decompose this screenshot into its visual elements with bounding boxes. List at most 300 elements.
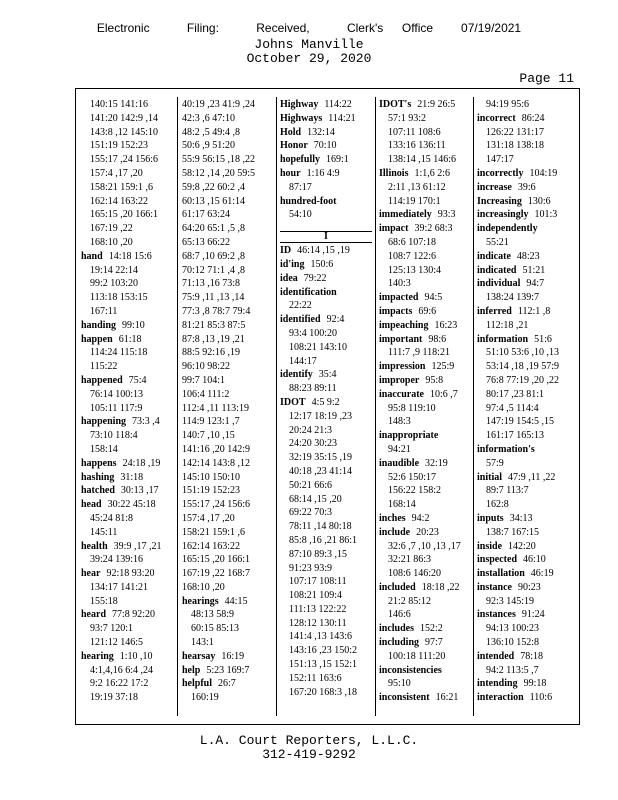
index-entry <box>81 650 173 664</box>
index-entry <box>477 553 569 567</box>
filing-stamp-line: Electronic Filing: Received, Clerk's Office 07/19/2021 <box>96 21 522 35</box>
page-line-refs: 167:19 ,22 <box>90 223 133 235</box>
page-line-refs: 75:9 ,11 ,13 ,14 <box>182 292 245 304</box>
page-line-refs: 68:14 ,15 ,20 <box>289 493 342 505</box>
index-term: information's <box>477 443 535 455</box>
index-term: impeaching <box>379 319 429 331</box>
index-term: inspected <box>477 554 517 566</box>
page-line-refs: 131:18 138:18 <box>486 140 545 152</box>
index-entry <box>477 581 569 595</box>
page-line-refs: 50:6 ,9 51:20 <box>182 140 236 152</box>
index-term: increase <box>477 181 512 193</box>
index-term: important <box>379 333 423 345</box>
page-line-refs: 157:4 ,17 ,20 <box>182 512 235 524</box>
page-line-refs: 138:7 167:15 <box>486 526 540 538</box>
index-term: hearing <box>81 650 114 662</box>
page-line-refs: 108:7 122:6 <box>388 250 437 262</box>
page-line-refs: 81:21 85:3 87:5 <box>182 319 246 331</box>
index-term: head <box>81 499 102 511</box>
index-term: incorrect <box>477 112 516 124</box>
page-line-refs: 167:20 168:3 ,18 <box>289 686 358 698</box>
page-line-refs: 45:24 81:8 <box>90 512 134 524</box>
index-entry <box>81 540 173 554</box>
index-term: IDOT <box>280 396 306 408</box>
index-term: Illinois <box>379 167 409 179</box>
index-entry <box>379 291 471 305</box>
page-line-refs: 99:7 104:1 <box>182 374 226 386</box>
section-letter: I <box>280 231 372 243</box>
page-line-refs: 144:17 <box>289 355 317 367</box>
index-term: hand <box>81 250 103 262</box>
index-entry <box>379 374 471 388</box>
index-entry <box>379 691 471 705</box>
page-line-refs: 167:11 <box>90 305 118 317</box>
index-term: improper <box>379 374 420 386</box>
page-line-refs: 52:6 150:17 <box>388 471 437 483</box>
page-line-refs: 90:23 <box>518 581 541 593</box>
page-line-refs: 98:6 <box>428 333 447 345</box>
page-line-refs: 69:6 <box>418 305 437 317</box>
page-line-refs: 55:21 <box>486 236 509 248</box>
page-line-refs: 94:21 <box>388 443 411 455</box>
page-line-refs: 97:4 ,5 114:4 <box>486 402 539 414</box>
page-line-refs: 112:4 ,11 113:19 <box>182 402 249 414</box>
page-line-refs: 114:9 123:1 ,7 <box>182 416 240 428</box>
page-line-refs: 86:24 <box>521 112 545 124</box>
page-line-refs: 151:19 152:23 <box>90 140 149 152</box>
page-line-refs: 70:10 <box>313 140 337 152</box>
page-line-refs: 2:11 ,13 61:12 <box>388 181 446 193</box>
page-line-refs: 34:13 <box>509 512 533 524</box>
page-line-refs: 138:14 ,15 146:6 <box>388 154 457 166</box>
index-entry <box>379 581 471 595</box>
page-line-refs: 145:10 150:10 <box>182 471 241 483</box>
page-line-refs: 128:12 130:11 <box>289 617 347 629</box>
index-entry <box>379 167 471 181</box>
page-line-refs: 32:21 86:3 <box>388 554 432 566</box>
blank-line <box>280 222 372 229</box>
page-line-refs: 76:14 100:13 <box>90 388 144 400</box>
page-line-refs: 142:14 143:8 ,12 <box>182 457 251 469</box>
page-line-refs: 151:13 ,15 152:1 <box>289 659 358 671</box>
page-line-refs: 142:20 <box>508 540 536 552</box>
page-line-refs: 156:22 158:2 <box>388 485 442 497</box>
page-line-refs: 168:10 ,20 <box>182 581 225 593</box>
page-line-refs: 169:1 <box>326 154 349 166</box>
index-term: instance <box>477 581 512 593</box>
case-name: Johns Manville <box>254 37 364 52</box>
page-line-refs: 5:23 169:7 <box>206 664 250 676</box>
page-line-refs: 79:22 <box>303 272 327 284</box>
index-entry <box>477 112 569 126</box>
index-entry <box>379 388 471 402</box>
index-entry <box>81 333 173 347</box>
index-entry <box>477 167 569 181</box>
page-line-refs: 59:8 ,22 60:2 ,4 <box>182 181 246 193</box>
page-line-refs: 95:8 <box>425 374 444 386</box>
index-entry <box>182 595 274 609</box>
reporter-phone: 312-419-9292 <box>262 747 356 762</box>
index-entry <box>379 98 471 112</box>
page-line-refs: 16:21 <box>435 692 459 704</box>
index-entry <box>477 208 569 222</box>
index-entry <box>379 664 471 678</box>
page-line-refs: 1:10 ,10 <box>119 650 153 662</box>
index-entry <box>379 319 471 333</box>
index-entry <box>280 167 372 181</box>
index-entry <box>280 244 372 258</box>
page-line-refs: 50:21 66:6 <box>289 479 333 491</box>
page-line-refs: 21:9 26:5 <box>417 99 456 110</box>
page-line-refs: 19:14 22:14 <box>90 264 139 276</box>
index-term: included <box>379 581 416 593</box>
page-line-refs: 32:6 ,7 ,10 ,13 ,17 <box>388 540 461 552</box>
page-line-refs: 88:5 92:16 ,19 <box>182 347 241 359</box>
index-term: hearsay <box>182 650 216 662</box>
page-line-refs: 107:11 108:6 <box>388 126 441 138</box>
page-line-refs: 87:17 <box>289 181 312 193</box>
page-line-refs: 146:6 <box>388 609 411 621</box>
page-line-refs: 94:2 113:5 ,7 <box>486 664 539 676</box>
page-line-refs: 30:13 ,17 <box>120 485 159 497</box>
index-term: happening <box>81 416 127 428</box>
index-term: help <box>182 664 201 676</box>
index-entry <box>477 443 569 457</box>
page-line-refs: 130:6 <box>527 195 551 207</box>
page-line-refs: 126:22 131:17 <box>486 126 545 138</box>
index-term: impression <box>379 361 426 373</box>
index-term: IDOT's <box>379 99 412 110</box>
page-line-refs: 140:3 <box>388 278 411 290</box>
index-term: inaudible <box>379 457 420 469</box>
index-entry <box>81 498 173 512</box>
index-entry <box>81 471 173 485</box>
index-entry <box>280 112 372 126</box>
index-term: Highways <box>280 112 323 124</box>
index-entry <box>477 264 569 278</box>
page-line-refs: 24:20 30:23 <box>289 438 338 450</box>
page-line-refs: 65:13 66:22 <box>182 236 231 248</box>
page-line-refs: 26:7 <box>218 678 236 690</box>
page-line-refs: 140:15 141:16 <box>90 99 149 110</box>
index-entry <box>379 512 471 526</box>
index-term: happens <box>81 457 117 469</box>
page-line-refs: 4:5 9:2 <box>311 396 340 408</box>
index-entry <box>477 512 569 526</box>
page-line-refs: 108:21 109:4 <box>289 590 343 602</box>
page-line-refs: 22:22 <box>289 300 312 312</box>
index-term: hear <box>81 568 101 580</box>
index-entry <box>379 360 471 374</box>
page-line-refs: 30:22 45:18 <box>107 499 156 511</box>
index-column-4 <box>379 98 471 705</box>
index-column-3 <box>280 98 372 699</box>
page-line-refs: 91:24 <box>521 609 545 621</box>
page-line-refs: 111:13 122:22 <box>289 603 347 615</box>
page-line-refs: 162:14 163:22 <box>90 195 149 207</box>
index-term: hopefully <box>280 154 321 166</box>
index-column-2 <box>182 98 274 705</box>
page-line-refs: 75:4 <box>128 374 147 386</box>
page-line-refs: 114:22 <box>324 99 352 110</box>
page-line-refs: 60:13 ,15 61:14 <box>182 195 246 207</box>
page-line-refs: 99:18 <box>523 678 547 690</box>
page-line-refs: 115:22 <box>90 361 118 373</box>
index-entry <box>81 567 173 581</box>
index-term: heard <box>81 609 106 621</box>
index-entry <box>280 258 372 272</box>
index-term: interaction <box>477 692 524 704</box>
index-term: include <box>379 526 411 538</box>
page-line-refs: 57:9 <box>486 457 504 469</box>
index-entry <box>477 677 569 691</box>
page-line-refs: 88:23 89:11 <box>289 383 337 395</box>
page-line-refs: 9:2 16:22 17:2 <box>90 678 149 690</box>
page-line-refs: 161:17 165:13 <box>486 430 545 442</box>
index-entry <box>477 305 569 319</box>
index-term: identified <box>280 314 321 326</box>
page-line-refs: 104:19 <box>529 167 558 179</box>
page-line-refs: 42:3 ,6 47:10 <box>182 112 236 124</box>
page-line-refs: 32:19 <box>425 457 448 469</box>
page-line-refs: 51:10 53:6 ,10 ,13 <box>486 347 560 359</box>
page-line-refs: 73:10 118:4 <box>90 430 138 442</box>
page-line-refs: 20:24 21:3 <box>289 424 333 436</box>
index-entry <box>182 677 274 691</box>
page-line-refs: 68:7 ,10 69:2 ,8 <box>182 250 246 262</box>
index-term: inconsistencies <box>379 664 442 676</box>
reporter-company: L.A. Court Reporters, L.L.C. <box>199 733 419 748</box>
hearing-date: October 29, 2020 <box>246 51 372 66</box>
index-term: individual <box>477 278 521 290</box>
index-term: indicate <box>477 250 511 262</box>
page-line-refs: 147:17 <box>486 154 514 166</box>
page-line-refs: 141:16 ,20 142:9 <box>182 443 251 455</box>
page-line-refs: 85:8 ,16 ,21 86:1 <box>289 534 358 546</box>
page-line-refs: 51:21 <box>522 264 546 276</box>
page-line-refs: 10:6 ,7 <box>430 388 458 400</box>
page-line-refs: 141:4 ,13 143:6 <box>289 631 353 643</box>
index-entry <box>477 333 569 347</box>
page-line-refs: 160:19 <box>191 692 219 704</box>
page-line-refs: 168:10 ,20 <box>90 236 133 248</box>
column-divider <box>473 97 474 716</box>
page-line-refs: 47:9 ,11 ,22 <box>508 471 556 483</box>
page-line-refs: 108:21 143:10 <box>289 341 348 353</box>
page-line-refs: 147:19 154:5 ,15 <box>486 416 555 428</box>
index-term: instances <box>477 609 516 621</box>
page-line-refs: 39:6 <box>517 181 536 193</box>
page-line-refs: 64:20 65:1 ,5 ,8 <box>182 223 246 235</box>
page-line-refs: 165:15 ,20 166:1 <box>182 554 251 566</box>
index-term: includes <box>379 623 415 635</box>
page-line-refs: 96:10 98:22 <box>182 361 231 373</box>
index-entry <box>182 664 274 678</box>
page-line-refs: 151:19 152:23 <box>182 485 241 497</box>
page-line-refs: 46:10 <box>523 554 546 566</box>
index-term: installation <box>477 568 525 580</box>
index-term: intended <box>477 650 515 662</box>
page-line-refs: 93:4 100:20 <box>289 327 338 339</box>
page-line-refs: 57:1 93:2 <box>388 112 427 124</box>
page-line-refs: 112:18 ,21 <box>486 319 529 331</box>
page-line-refs: 94:7 <box>526 278 545 290</box>
index-column-1 <box>81 98 173 705</box>
page-line-refs: 100:18 111:20 <box>388 650 446 662</box>
page-line-refs: 94:5 <box>424 292 443 304</box>
index-entry <box>379 622 471 636</box>
index-entry <box>81 374 173 388</box>
index-entry <box>379 333 471 347</box>
index-entry <box>81 484 173 498</box>
page-line-refs: 48:13 58:9 <box>191 609 235 621</box>
page-line-refs: 93:3 <box>437 209 456 221</box>
index-term: independently <box>477 223 538 235</box>
page-line-refs: 61:17 63:24 <box>182 209 231 221</box>
index-entry <box>81 608 173 622</box>
page-line-refs: 94:13 100:23 <box>486 623 540 635</box>
index-term: handing <box>81 319 117 331</box>
page-line-refs: 77:8 92:20 <box>112 609 156 621</box>
index-term: intending <box>477 678 518 690</box>
page-line-refs: 4:1,4,16 6:4 ,24 <box>90 664 154 676</box>
index-term: inappropriate <box>379 430 439 442</box>
page-line-refs: 132:14 <box>307 126 335 138</box>
index-term: indicated <box>477 264 517 276</box>
index-entry <box>81 415 173 429</box>
page-line-refs: 136:10 152:8 <box>486 637 540 649</box>
page-line-refs: 54:10 <box>289 209 312 221</box>
page-line-refs: 39:2 68:3 <box>414 223 453 235</box>
page-line-refs: 158:21 159:1 ,6 <box>90 181 154 193</box>
index-term: impact <box>379 223 409 235</box>
page-line-refs: 143:16 ,23 150:2 <box>289 645 358 657</box>
page-line-refs: 167:19 ,22 168:7 <box>182 568 251 580</box>
page-line-refs: 125:9 <box>431 361 455 373</box>
page-line-refs: 138:24 139:7 <box>486 292 540 304</box>
page-line-refs: 143:1 <box>191 637 214 649</box>
page-line-refs: 157:4 ,17 ,20 <box>90 167 143 179</box>
page-line-refs: 155:17 ,24 156:6 <box>182 499 251 511</box>
page-line-refs: 39:24 139:16 <box>90 554 144 566</box>
page-line-refs: 92:4 <box>326 314 345 326</box>
page-line-refs: 95:8 119:10 <box>388 402 436 414</box>
page-line-refs: 89:7 113:7 <box>486 485 529 497</box>
index-term: including <box>379 637 420 649</box>
index-entry <box>379 305 471 319</box>
page-line-refs: 44:15 <box>224 595 248 607</box>
page-line-refs: 1:16 4:9 <box>306 167 340 179</box>
page-line-refs: 60:15 85:13 <box>191 623 240 635</box>
page-line-refs: 133:16 136:11 <box>388 140 446 152</box>
page-line-refs: 32:19 35:15 ,19 <box>289 452 353 464</box>
index-entry <box>477 250 569 264</box>
page-line-refs: 46:14 ,15 ,19 <box>297 245 350 257</box>
index-term: hashing <box>81 471 115 483</box>
page-line-refs: 68:6 107:18 <box>388 236 437 248</box>
page-line-refs: 77:3 ,8 78:7 79:4 <box>182 305 251 317</box>
index-term: inches <box>379 512 406 524</box>
index-entry <box>379 208 471 222</box>
index-term: inputs <box>477 512 504 524</box>
page-line-refs: 16:19 <box>221 650 245 662</box>
index-term: inconsistent <box>379 692 430 704</box>
index-entry <box>477 540 569 554</box>
page-number: Page 11 <box>519 71 574 86</box>
page-line-refs: 125:13 130:4 <box>388 264 442 276</box>
page-line-refs: 95:10 <box>388 678 411 690</box>
index-entry <box>379 222 471 236</box>
page-line-refs: 107:17 108:11 <box>289 576 347 588</box>
index-term: Honor <box>280 140 308 152</box>
index-entry <box>477 691 569 705</box>
index-column-5 <box>477 98 569 705</box>
index-term: idea <box>280 272 298 284</box>
page-line-refs: 114:24 115:18 <box>90 347 148 359</box>
index-term: hundred-foot <box>280 195 337 207</box>
page-line-refs: 58:12 ,14 ,20 59:5 <box>182 167 256 179</box>
index-term: impacted <box>379 292 419 304</box>
index-entry <box>280 272 372 286</box>
page-line-refs: 61:18 <box>118 333 142 345</box>
page-line-refs: 40:18 ,23 41:14 <box>289 465 353 477</box>
index-entry <box>477 181 569 195</box>
page-line-refs: 152:11 163:6 <box>289 672 342 684</box>
index-term: immediately <box>379 209 432 221</box>
index-entry <box>477 195 569 209</box>
page-line-refs: 110:6 <box>529 692 553 704</box>
index-entry <box>379 429 471 443</box>
page-line-refs: 20:23 <box>416 526 439 538</box>
page-line-refs: 112:1 ,8 <box>517 305 551 317</box>
page-line-refs: 71:13 ,16 73:8 <box>182 278 241 290</box>
page-line-refs: 155:18 <box>90 595 118 607</box>
index-term: information <box>477 333 529 345</box>
index-entry <box>477 650 569 664</box>
index-term: inside <box>477 540 503 552</box>
page-line-refs: 165:15 ,20 166:1 <box>90 209 159 221</box>
page-line-refs: 162:14 163:22 <box>182 540 241 552</box>
page-line-refs: 1:1,6 2:6 <box>414 167 451 179</box>
page-line-refs: 78:11 ,14 80:18 <box>289 521 352 533</box>
page-line-refs: 87:10 89:3 ,15 <box>289 548 348 560</box>
page-line-refs: 24:18 ,19 <box>122 457 161 469</box>
page-line-refs: 113:18 153:15 <box>90 292 148 304</box>
index-entry <box>280 195 372 209</box>
page-line-refs: 70:12 71:1 ,4 ,8 <box>182 264 246 276</box>
page-line-refs: 93:7 120:1 <box>90 623 134 635</box>
page-line-refs: 148:3 <box>388 416 411 428</box>
page-line-refs: 51:6 <box>534 333 552 345</box>
index-entry <box>477 222 569 236</box>
index-term: incorrectly <box>477 167 524 179</box>
page-line-refs: 73:3 ,4 <box>132 416 160 428</box>
index-entry <box>81 319 173 333</box>
index-term: hour <box>280 167 301 179</box>
page-line-refs: 106:4 111:2 <box>182 388 230 400</box>
index-entry <box>379 457 471 471</box>
index-entry <box>81 457 173 471</box>
page-line-refs: 152:2 <box>420 623 443 635</box>
page-line-refs: 114:21 <box>328 112 356 124</box>
index-term: ID <box>280 245 292 257</box>
index-term: impacts <box>379 305 413 317</box>
index-term: identification <box>280 286 337 298</box>
page-line-refs: 140:7 ,10 ,15 <box>182 430 235 442</box>
page-line-refs: 12:17 18:19 ,23 <box>289 410 353 422</box>
page-line-refs: 101:3 <box>534 209 558 221</box>
page-line-refs: 97:7 <box>425 637 443 649</box>
